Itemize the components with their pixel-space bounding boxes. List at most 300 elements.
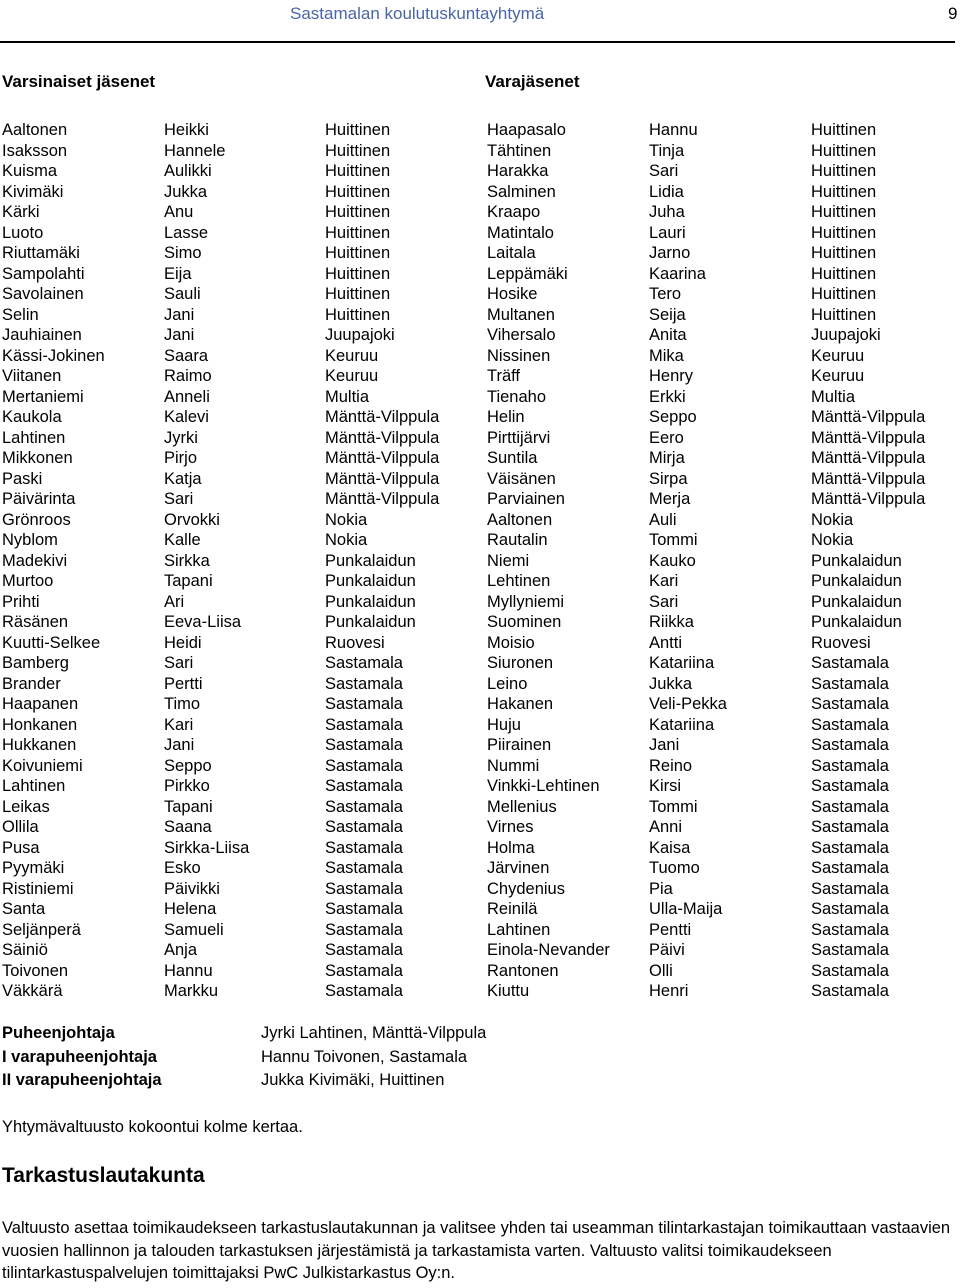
deputy-municipality-cell: Keuruu <box>811 346 865 365</box>
first-name-cell: Tapani <box>164 572 213 590</box>
deputy-surname-cell: Reinilä <box>487 900 538 918</box>
municipality-cell: Sastamala <box>325 859 403 877</box>
deputy-first-name-cell: Henry <box>649 367 694 385</box>
first-name-cell: Jukka <box>164 182 208 201</box>
first-name-cell: Anu <box>164 203 194 221</box>
first-name-cell: Anja <box>164 941 198 959</box>
table-row <box>0 141 960 162</box>
table-row <box>0 920 960 941</box>
municipality-cell: Mänttä-Vilppula <box>325 449 440 467</box>
deputy-municipality-cell: Sastamala <box>811 941 889 959</box>
surname-cell: Jauhiainen <box>2 326 82 344</box>
table-row <box>0 202 960 223</box>
deputy-surname-cell: Harakka <box>487 162 549 180</box>
deputy-first-name-cell: Anni <box>649 818 683 836</box>
first-name-cell: Jani <box>164 326 195 344</box>
deputy-first-name-cell: Pia <box>649 879 673 898</box>
surname-cell: Pusa <box>2 838 40 857</box>
deputy-members-heading: Varajäsenet <box>485 72 580 91</box>
deputy-municipality-cell: Juupajoki <box>811 326 881 344</box>
deputy-surname-cell: Pirttijärvi <box>487 428 551 447</box>
deputy-surname-cell: Holma <box>487 838 535 857</box>
surname-cell: Toivonen <box>2 961 69 980</box>
deputy-first-name-cell: Katariina <box>649 654 715 672</box>
table-row <box>0 694 960 715</box>
deputy-surname-cell: Rautalin <box>487 531 548 549</box>
deputy-first-name-cell: Merja <box>649 490 691 508</box>
first-name-cell: Jyrki <box>164 428 198 447</box>
deputy-surname-cell: Vinkki-Lehtinen <box>487 777 600 795</box>
municipality-cell: Keuruu <box>325 367 379 385</box>
deputy-surname-cell: Tähtinen <box>487 141 552 160</box>
deputy-municipality-cell: Punkalaidun <box>811 551 902 570</box>
deputy-municipality-cell: Nokia <box>811 510 854 529</box>
table-row <box>0 797 960 818</box>
first-name-cell: Orvokki <box>164 510 220 529</box>
surname-cell: Grönroos <box>2 510 71 529</box>
surname-cell: Santa <box>2 900 46 918</box>
surname-cell: Savolainen <box>2 285 84 303</box>
deputy-municipality-cell: Sastamala <box>811 859 889 877</box>
audit-paragraph: Valtuusto asettaa toimikaudekseen tarkastuslautakunnan ja valitsee yhden tai useamman tilintarkastajan toimikauttaan vastaavien vuosien hallinnon ja talouden tarkastuksen järjestämistä ja tarkastamista varten. Valtuusto valitsi toimikaudekseen tilintarkastuspalvelujen toimittajaksi PwC Julkistarkastus Oy:n. <box>2 1219 951 1282</box>
chair-person: Jukka Kivimäki, Huittinen <box>261 1071 445 1089</box>
surname-cell: Seljänperä <box>2 920 81 939</box>
deputy-surname-cell: Matintalo <box>487 223 554 242</box>
deputy-first-name-cell: Lauri <box>649 223 686 242</box>
deputy-municipality-cell: Punkalaidun <box>811 572 902 590</box>
table-row <box>0 879 960 900</box>
deputy-first-name-cell: Lidia <box>649 182 684 201</box>
surname-cell: Mikkonen <box>2 449 73 467</box>
table-row <box>0 387 960 408</box>
municipality-cell: Sastamala <box>325 818 403 836</box>
surname-cell: Hukkanen <box>2 736 77 754</box>
surname-cell: Sampolahti <box>2 264 85 283</box>
first-name-cell: Pirkko <box>164 777 210 795</box>
deputy-first-name-cell: Katariina <box>649 715 715 734</box>
first-name-cell: Heikki <box>164 121 209 139</box>
deputy-municipality-cell: Sastamala <box>811 879 889 898</box>
surname-cell: Kaukola <box>2 408 62 426</box>
deputy-surname-cell: Leino <box>487 674 528 693</box>
chairs-list <box>0 1022 960 1093</box>
deputy-municipality-cell: Sastamala <box>811 695 889 713</box>
table-row <box>0 243 960 264</box>
municipality-cell: Nokia <box>325 531 368 549</box>
table-row <box>0 858 960 879</box>
deputy-first-name-cell: Jukka <box>649 674 693 693</box>
surname-cell: Aaltonen <box>2 121 68 139</box>
audit-heading: Tarkastuslautakunta <box>2 1164 205 1187</box>
deputy-municipality-cell: Huittinen <box>811 305 877 324</box>
deputy-first-name-cell: Kirsi <box>649 777 682 795</box>
deputy-municipality-cell: Sastamala <box>811 756 889 775</box>
first-name-cell: Sari <box>164 654 194 672</box>
surname-cell: Räsänen <box>2 613 69 631</box>
municipality-cell: Huittinen <box>325 305 391 324</box>
deputy-surname-cell: Moisio <box>487 633 535 652</box>
deputy-municipality-cell: Huittinen <box>811 162 877 180</box>
deputy-first-name-cell: Tero <box>649 285 682 303</box>
first-name-cell: Kari <box>164 715 194 734</box>
deputy-municipality-cell: Huittinen <box>811 264 877 283</box>
municipality-cell: Sastamala <box>325 982 403 1000</box>
municipality-cell: Sastamala <box>325 797 403 816</box>
first-name-cell: Tapani <box>164 797 213 816</box>
chair-person: Hannu Toivonen, Sastamala <box>261 1047 468 1066</box>
deputy-municipality-cell: Mänttä-Vilppula <box>811 469 926 488</box>
deputy-surname-cell: Suntila <box>487 449 538 467</box>
first-name-cell: Timo <box>164 695 201 713</box>
municipality-cell: Sastamala <box>325 654 403 672</box>
deputy-first-name-cell: Pentti <box>649 920 692 939</box>
table-row <box>0 489 960 510</box>
table-row <box>0 407 960 428</box>
deputy-surname-cell: Laitala <box>487 244 536 262</box>
deputy-municipality-cell: Mänttä-Vilppula <box>811 428 926 447</box>
table-row <box>0 551 960 572</box>
deputy-surname-cell: Järvinen <box>487 859 550 877</box>
first-name-cell: Sari <box>164 490 194 508</box>
municipality-cell: Nokia <box>325 510 368 529</box>
municipality-cell: Punkalaidun <box>325 572 416 590</box>
surname-cell: Selin <box>2 305 39 324</box>
table-row <box>0 899 960 920</box>
deputy-surname-cell: Helin <box>487 408 525 426</box>
surname-cell: Lahtinen <box>2 428 66 447</box>
table-row <box>0 469 960 490</box>
chair-role: Puheenjohtaja <box>2 1024 115 1042</box>
chair-role: II varapuheenjohtaja <box>2 1071 162 1089</box>
chair-row <box>0 1069 960 1093</box>
surname-cell: Mertaniemi <box>2 387 84 406</box>
table-row <box>0 715 960 736</box>
surname-cell: Prihti <box>2 592 40 611</box>
table-row <box>0 120 960 141</box>
surname-cell: Bamberg <box>2 654 69 672</box>
deputy-surname-cell: Lahtinen <box>487 920 551 939</box>
deputy-municipality-cell: Huittinen <box>811 223 877 242</box>
deputy-first-name-cell: Tommi <box>649 531 698 549</box>
deputy-surname-cell: Huju <box>487 715 521 734</box>
deputy-municipality-cell: Keuruu <box>811 367 865 385</box>
deputy-municipality-cell: Mänttä-Vilppula <box>811 449 926 467</box>
deputy-municipality-cell: Sastamala <box>811 777 889 795</box>
municipality-cell: Sastamala <box>325 777 403 795</box>
surname-cell: Murtoo <box>2 572 54 590</box>
deputy-municipality-cell: Ruovesi <box>811 633 871 652</box>
first-name-cell: Eija <box>164 264 192 283</box>
surname-cell: Leikas <box>2 797 50 816</box>
deputy-first-name-cell: Anita <box>649 326 687 344</box>
surname-cell: Pyymäki <box>2 859 65 877</box>
municipality-cell: Mänttä-Vilppula <box>325 469 440 488</box>
municipality-cell: Huittinen <box>325 223 391 242</box>
table-row <box>0 223 960 244</box>
deputy-surname-cell: Myllyniemi <box>487 592 565 611</box>
header-divider <box>0 41 955 43</box>
deputy-municipality-cell: Huittinen <box>811 285 877 303</box>
deputy-surname-cell: Nummi <box>487 756 540 775</box>
first-name-cell: Seppo <box>164 756 212 775</box>
table-row <box>0 592 960 613</box>
first-name-cell: Ari <box>164 592 185 611</box>
page-header <box>0 0 960 44</box>
deputy-surname-cell: Tienaho <box>487 387 547 406</box>
table-row <box>0 776 960 797</box>
deputy-first-name-cell: Jarno <box>649 244 691 262</box>
table-row <box>0 817 960 838</box>
first-name-cell: Kalevi <box>164 408 209 426</box>
deputy-first-name-cell: Kari <box>649 572 679 590</box>
deputy-surname-cell: Leppämäki <box>487 264 568 283</box>
deputy-municipality-cell: Sastamala <box>811 797 889 816</box>
surname-cell: Säiniö <box>2 941 48 959</box>
municipality-cell: Mänttä-Vilppula <box>325 408 440 426</box>
deputy-municipality-cell: Punkalaidun <box>811 592 902 611</box>
deputy-first-name-cell: Mirja <box>649 449 685 467</box>
first-name-cell: Kalle <box>164 531 201 549</box>
deputy-surname-cell: Haapasalo <box>487 121 566 139</box>
table-row <box>0 366 960 387</box>
surname-cell: Brander <box>2 674 61 693</box>
meeting-note: Yhtymävaltuusto kokoontui kolme kertaa. <box>2 1118 303 1136</box>
surname-cell: Väkkärä <box>2 982 63 1000</box>
first-name-cell: Markku <box>164 982 219 1000</box>
table-row <box>0 961 960 982</box>
surname-cell: Viitanen <box>2 367 62 385</box>
surname-cell: Honkanen <box>2 715 78 734</box>
first-name-cell: Simo <box>164 244 202 262</box>
municipality-cell: Keuruu <box>325 346 379 365</box>
chair-role: I varapuheenjohtaja <box>2 1047 157 1066</box>
regular-members-heading: Varsinaiset jäsenet <box>2 72 156 91</box>
deputy-surname-cell: Multanen <box>487 305 555 324</box>
first-name-cell: Hannu <box>164 961 213 980</box>
municipality-cell: Punkalaidun <box>325 592 416 611</box>
deputy-first-name-cell: Ulla-Maija <box>649 900 723 918</box>
surname-cell: Koivuniemi <box>2 756 83 775</box>
deputy-municipality-cell: Sastamala <box>811 818 889 836</box>
deputy-first-name-cell: Veli-Pekka <box>649 695 727 713</box>
deputy-municipality-cell: Sastamala <box>811 920 889 939</box>
deputy-surname-cell: Aaltonen <box>487 510 553 529</box>
deputy-first-name-cell: Kauko <box>649 551 696 570</box>
deputy-first-name-cell: Reino <box>649 756 693 775</box>
table-row <box>0 448 960 469</box>
deputy-municipality-cell: Multia <box>811 387 856 406</box>
municipality-cell: Huittinen <box>325 182 391 201</box>
first-name-cell: Anneli <box>164 387 210 406</box>
municipality-cell: Sastamala <box>325 961 403 980</box>
table-row <box>0 305 960 326</box>
table-row <box>0 182 960 203</box>
deputy-surname-cell: Salminen <box>487 182 556 201</box>
municipality-cell: Sastamala <box>325 941 403 959</box>
municipality-cell: Huittinen <box>325 244 391 262</box>
first-name-cell: Aulikki <box>164 162 212 180</box>
first-name-cell: Esko <box>164 859 201 877</box>
deputy-surname-cell: Mellenius <box>487 797 557 816</box>
deputy-first-name-cell: Hannu <box>649 121 698 139</box>
table-row <box>0 530 960 551</box>
deputy-first-name-cell: Päivi <box>649 941 685 959</box>
table-row <box>0 735 960 756</box>
surname-cell: Madekivi <box>2 551 68 570</box>
municipality-cell: Punkalaidun <box>325 613 416 631</box>
municipality-cell: Huittinen <box>325 203 391 221</box>
municipality-cell: Sastamala <box>325 674 403 693</box>
chair-row <box>0 1022 960 1046</box>
deputy-municipality-cell: Sastamala <box>811 982 889 1000</box>
table-row <box>0 756 960 777</box>
surname-cell: Paski <box>2 469 43 488</box>
deputy-first-name-cell: Tommi <box>649 797 698 816</box>
surname-cell: Luoto <box>2 223 44 242</box>
table-row <box>0 838 960 859</box>
municipality-cell: Punkalaidun <box>325 551 416 570</box>
deputy-surname-cell: Virnes <box>487 818 534 836</box>
table-row <box>0 161 960 182</box>
surname-cell: Kuisma <box>2 162 58 180</box>
deputy-first-name-cell: Tinja <box>649 141 685 160</box>
chair-person: Jyrki Lahtinen, Mänttä-Vilppula <box>261 1024 487 1042</box>
deputy-municipality-cell: Huittinen <box>811 141 877 160</box>
municipality-cell: Ruovesi <box>325 633 385 652</box>
table-row <box>0 981 960 1002</box>
page-number: 9 <box>948 4 958 23</box>
deputy-municipality-cell: Sastamala <box>811 715 889 734</box>
deputy-surname-cell: Hosike <box>487 285 538 303</box>
table-row <box>0 284 960 305</box>
deputy-surname-cell: Parviainen <box>487 490 565 508</box>
surname-cell: Lahtinen <box>2 777 66 795</box>
table-row <box>0 633 960 654</box>
deputy-first-name-cell: Sari <box>649 162 679 180</box>
header-title: Sastamalan koulutuskuntayhtymä <box>290 4 545 23</box>
deputy-first-name-cell: Sari <box>649 592 679 611</box>
deputy-first-name-cell: Eero <box>649 428 684 447</box>
municipality-cell: Mänttä-Vilppula <box>325 428 440 447</box>
deputy-first-name-cell: Juha <box>649 203 685 221</box>
table-row <box>0 264 960 285</box>
deputy-municipality-cell: Nokia <box>811 531 854 549</box>
first-name-cell: Eeva-Liisa <box>164 613 242 631</box>
municipality-cell: Juupajoki <box>325 326 395 344</box>
deputy-surname-cell: Niemi <box>487 551 530 570</box>
deputy-municipality-cell: Sastamala <box>811 900 889 918</box>
deputy-first-name-cell: Kaarina <box>649 264 706 283</box>
deputy-surname-cell: Kraapo <box>487 203 541 221</box>
municipality-cell: Huittinen <box>325 162 391 180</box>
first-name-cell: Samueli <box>164 920 224 939</box>
surname-cell: Kässi-Jokinen <box>2 346 105 365</box>
surname-cell: Kivimäki <box>2 182 64 201</box>
deputy-first-name-cell: Mika <box>649 346 684 365</box>
municipality-cell: Multia <box>325 387 370 406</box>
municipality-cell: Huittinen <box>325 264 391 283</box>
first-name-cell: Saara <box>164 346 209 365</box>
surname-cell: Kärki <box>2 203 40 221</box>
deputy-first-name-cell: Erkki <box>649 387 686 406</box>
municipality-cell: Sastamala <box>325 920 403 939</box>
first-name-cell: Hannele <box>164 141 226 160</box>
surname-cell: Haapanen <box>2 695 79 713</box>
deputy-surname-cell: Träff <box>487 367 521 385</box>
deputy-surname-cell: Väisänen <box>487 469 556 488</box>
first-name-cell: Sirkka <box>164 551 210 570</box>
deputy-municipality-cell: Sastamala <box>811 654 889 672</box>
table-row <box>0 510 960 531</box>
municipality-cell: Sastamala <box>325 879 403 898</box>
deputy-municipality-cell: Huittinen <box>811 244 877 262</box>
table-row <box>0 346 960 367</box>
surname-cell: Riuttamäki <box>2 244 80 262</box>
deputy-surname-cell: Rantonen <box>487 961 559 980</box>
deputy-first-name-cell: Sirpa <box>649 469 688 488</box>
first-name-cell: Jani <box>164 305 195 324</box>
deputy-municipality-cell: Sastamala <box>811 838 889 857</box>
surname-cell: Isaksson <box>2 141 68 160</box>
first-name-cell: Heidi <box>164 633 202 652</box>
deputy-surname-cell: Siuronen <box>487 654 554 672</box>
municipality-cell: Sastamala <box>325 715 403 734</box>
table-row <box>0 653 960 674</box>
table-row <box>0 428 960 449</box>
municipality-cell: Sastamala <box>325 756 403 775</box>
table-row <box>0 940 960 961</box>
deputy-surname-cell: Vihersalo <box>487 326 556 344</box>
surname-cell: Kuutti-Selkee <box>2 633 101 652</box>
municipality-cell: Huittinen <box>325 141 391 160</box>
deputy-surname-cell: Kiuttu <box>487 982 530 1000</box>
deputy-municipality-cell: Huittinen <box>811 121 877 139</box>
deputy-municipality-cell: Huittinen <box>811 182 877 201</box>
deputy-first-name-cell: Seppo <box>649 408 697 426</box>
municipality-cell: Sastamala <box>325 838 403 857</box>
surname-cell: Nyblom <box>2 531 58 549</box>
first-name-cell: Raimo <box>164 367 212 385</box>
first-name-cell: Saana <box>164 818 212 836</box>
first-name-cell: Lasse <box>164 223 209 242</box>
surname-cell: Päivärinta <box>2 490 76 508</box>
deputy-first-name-cell: Antti <box>649 633 683 652</box>
table-row <box>0 571 960 592</box>
surname-cell: Ollila <box>2 818 39 836</box>
table-row <box>0 325 960 346</box>
deputy-municipality-cell: Mänttä-Vilppula <box>811 408 926 426</box>
deputy-municipality-cell: Sastamala <box>811 961 889 980</box>
deputy-first-name-cell: Olli <box>649 961 673 980</box>
members-table <box>0 120 960 1002</box>
deputy-surname-cell: Hakanen <box>487 695 554 713</box>
municipality-cell: Mänttä-Vilppula <box>325 490 440 508</box>
deputy-municipality-cell: Sastamala <box>811 674 889 693</box>
deputy-surname-cell: Nissinen <box>487 346 551 365</box>
chair-row <box>0 1046 960 1070</box>
deputy-first-name-cell: Riikka <box>649 613 694 631</box>
first-name-cell: Jani <box>164 736 195 754</box>
deputy-surname-cell: Suominen <box>487 613 562 631</box>
deputy-surname-cell: Einola-Nevander <box>487 941 610 959</box>
deputy-first-name-cell: Henri <box>649 982 689 1000</box>
municipality-cell: Huittinen <box>325 121 391 139</box>
deputy-municipality-cell: Sastamala <box>811 736 889 754</box>
table-row <box>0 612 960 633</box>
municipality-cell: Sastamala <box>325 900 403 918</box>
deputy-municipality-cell: Mänttä-Vilppula <box>811 490 926 508</box>
first-name-cell: Pirjo <box>164 449 198 467</box>
